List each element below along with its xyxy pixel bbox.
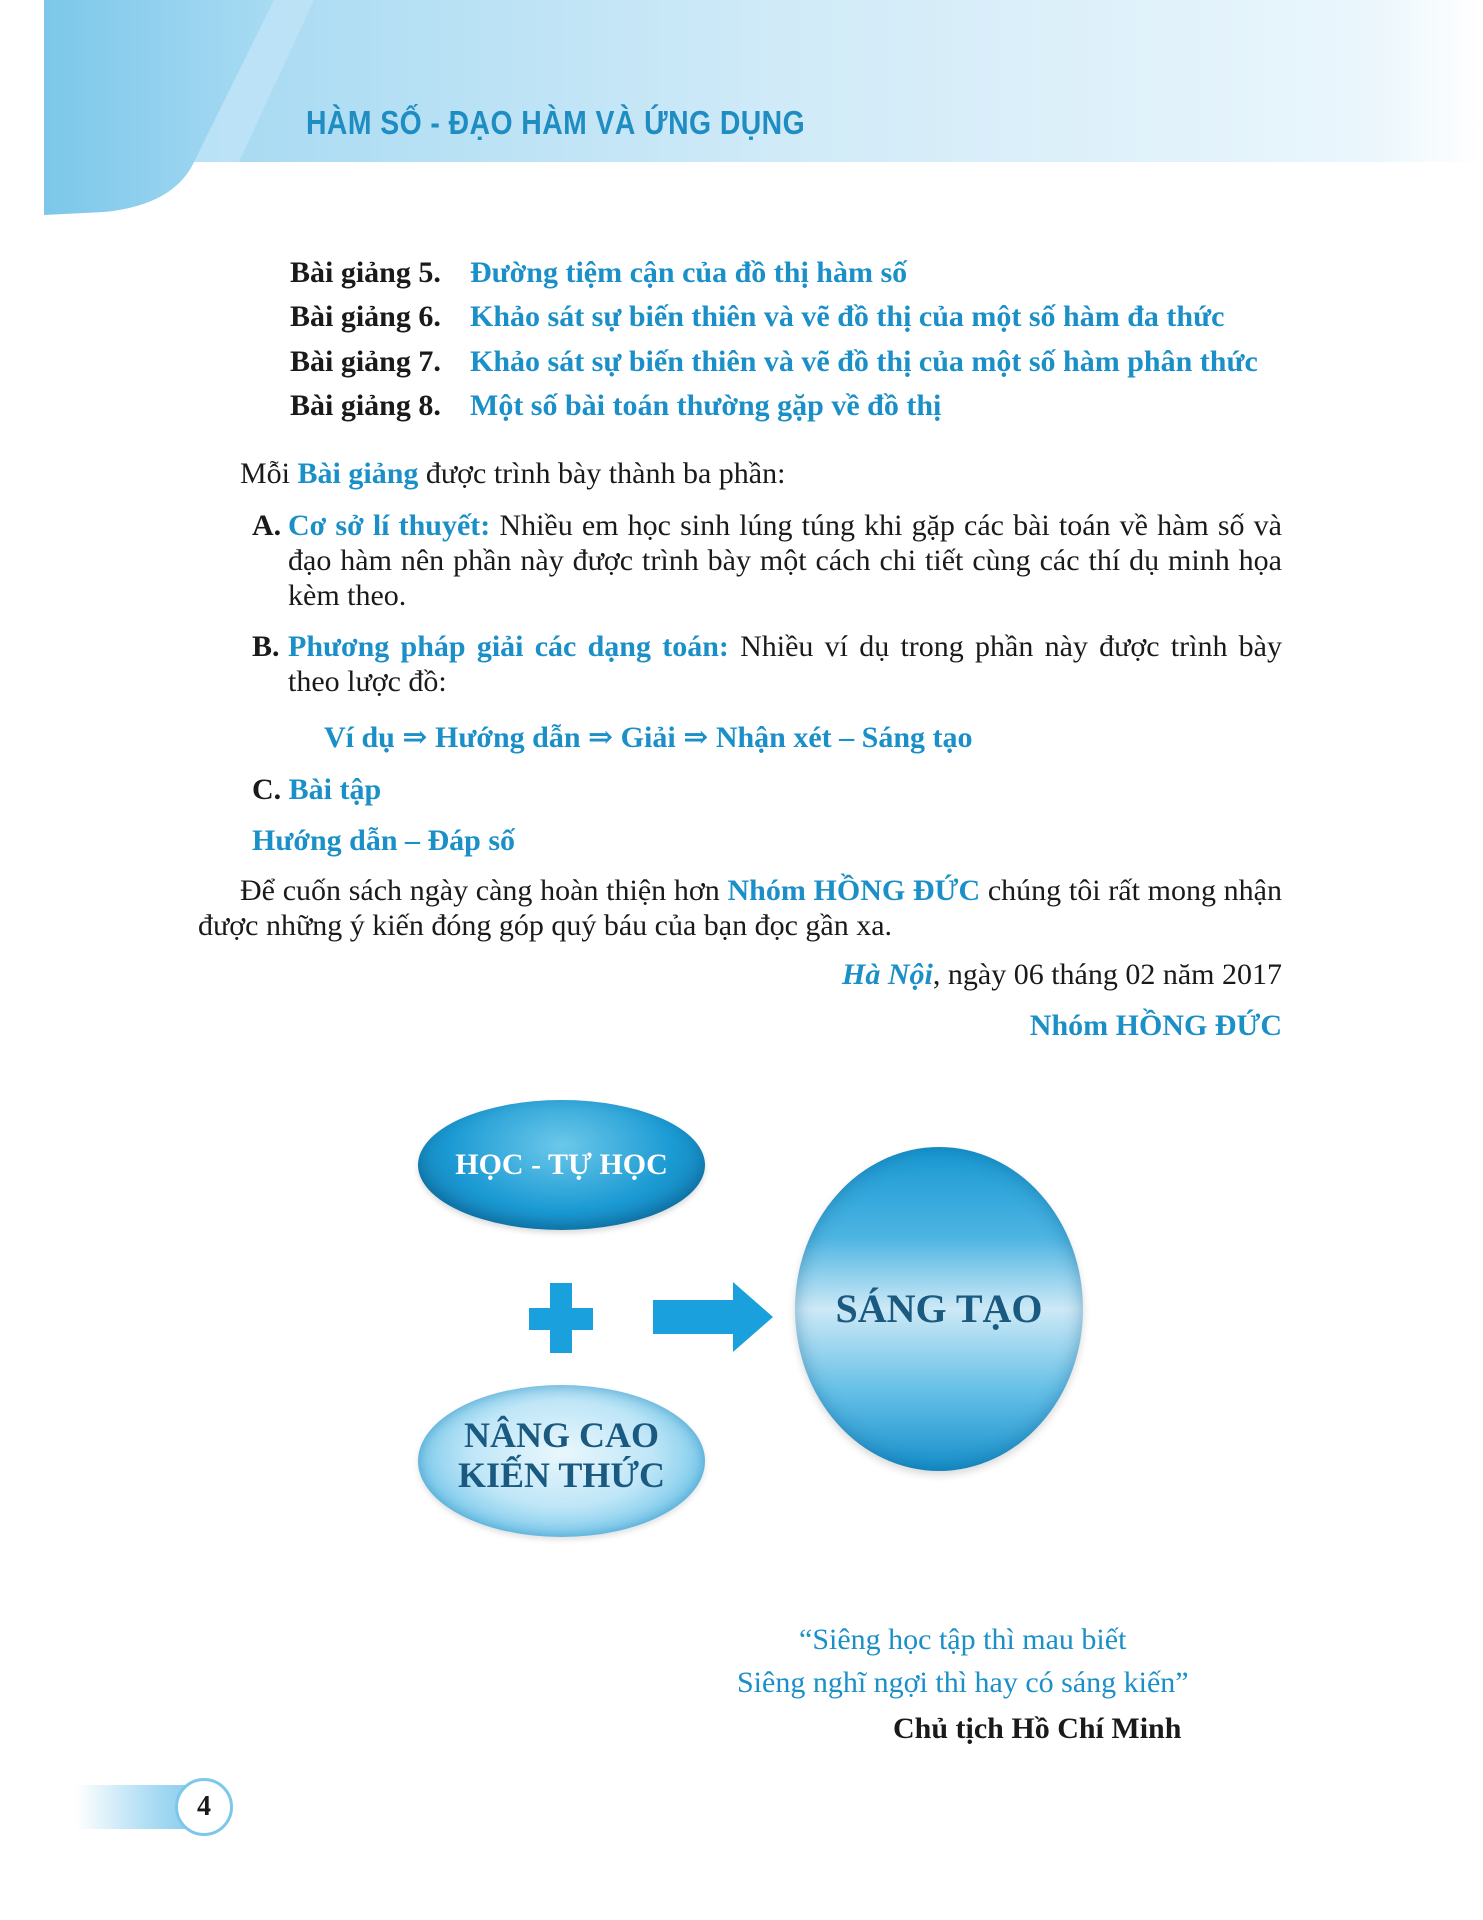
part-c <box>252 772 381 807</box>
lesson-title: Khảo sát sự biến thiên và vẽ đồ thị của một số hàm đa thức <box>470 300 1225 333</box>
page-number: 4 <box>175 1778 233 1836</box>
lesson-number: Bài giảng 7. <box>290 345 441 378</box>
circle-creativity <box>795 1147 1083 1471</box>
flow-step: Ví dụ <box>324 721 395 754</box>
closing-paragraph <box>198 873 1282 943</box>
diagram-label-knowledge <box>418 1415 705 1495</box>
lesson-item <box>290 389 941 423</box>
quote-line: Siêng nghĩ ngợi thì hay có sáng kiến” <box>737 1666 1189 1699</box>
ellipse-knowledge <box>418 1385 705 1537</box>
part-b-text: Nhiều ví dụ trong phần này được trình bày theo lược đồ: <box>288 630 1282 698</box>
diagram-label-line: KIẾN THỨC <box>457 1455 666 1495</box>
implies-arrow-icon: ⇒ <box>588 721 614 754</box>
signature: Nhóm HỒNG ĐỨC <box>1029 1009 1282 1042</box>
closing-text-end: chúng tôi rất mong nhận được những ý kiến đóng góp quý báu của bạn đọc gần xa. <box>198 874 1282 942</box>
flow-step: Hướng dẫn <box>435 721 581 754</box>
part-a-text: Nhiều em học sinh lúng túng khi gặp các bài toán về hàm số và đạo hàm nên phần này được trình bày một cách chi tiết cùng các thí dụ minh họa kèm theo. <box>288 509 1282 612</box>
diagram-label-self-study: HỌC - TỰ HỌC <box>455 1148 668 1181</box>
intro-text: Mỗi <box>240 457 298 490</box>
part-a-letter: A. <box>252 509 282 542</box>
arrow-right-icon <box>653 1282 773 1352</box>
header-title: HÀM SỐ - ĐẠO HÀM VÀ ỨNG DỤNG <box>306 104 806 141</box>
part-a <box>252 508 1282 613</box>
lesson-item <box>290 300 1224 334</box>
lesson-item <box>290 345 1258 379</box>
lesson-title: Khảo sát sự biến thiên và vẽ đồ thị của một số hàm phân thức <box>470 345 1258 378</box>
diagram-label-line: NÂNG CAO <box>464 1415 659 1455</box>
date-place: Hà Nội <box>842 958 933 991</box>
date-text: , ngày 06 tháng 02 năm 2017 <box>932 958 1282 991</box>
flow-step: Nhận xét – Sáng tạo <box>715 721 973 754</box>
intro-bold: Bài giảng <box>297 457 419 490</box>
part-c-letter: C. <box>252 773 282 806</box>
part-a-body <box>288 508 1282 613</box>
page-header <box>44 0 1483 215</box>
part-b <box>252 629 1282 699</box>
method-flow <box>324 720 973 755</box>
answers-heading: Hướng dẫn – Đáp số <box>252 824 516 857</box>
flow-step: Giải <box>620 721 676 754</box>
lesson-title: Một số bài toán thường gặp về đồ thị <box>470 389 942 422</box>
implies-arrow-icon: ⇒ <box>402 721 428 754</box>
ellipse-self-study <box>418 1100 705 1230</box>
closing-text: Để cuốn sách ngày càng hoàn thiện hơn <box>240 874 728 907</box>
date-line <box>842 957 1282 992</box>
lesson-number: Bài giảng 5. <box>290 256 441 289</box>
part-c-heading: Bài tập <box>288 773 382 806</box>
diagram-label-creativity: SÁNG TẠO <box>835 1286 1043 1331</box>
lesson-item <box>290 256 907 290</box>
lesson-number: Bài giảng 6. <box>290 300 441 333</box>
lesson-title: Đường tiệm cận của đồ thị hàm số <box>470 256 908 289</box>
lesson-number: Bài giảng 8. <box>290 389 441 422</box>
intro-text-end: được trình bày thành ba phần: <box>418 457 786 490</box>
quote-author: Chủ tịch Hồ Chí Minh <box>893 1712 1182 1745</box>
intro-paragraph <box>240 456 785 491</box>
part-b-letter: B. <box>252 630 280 663</box>
part-a-heading: Cơ sở lí thuyết: <box>288 509 491 542</box>
plus-icon <box>529 1283 593 1353</box>
part-b-body <box>288 629 1282 699</box>
closing-group-name: Nhóm HỒNG ĐỨC <box>727 874 981 907</box>
quote-line: “Siêng học tập thì mau biết <box>799 1623 1127 1656</box>
implies-arrow-icon: ⇒ <box>683 721 709 754</box>
part-b-heading: Phương pháp giải các dạng toán: <box>288 630 729 663</box>
